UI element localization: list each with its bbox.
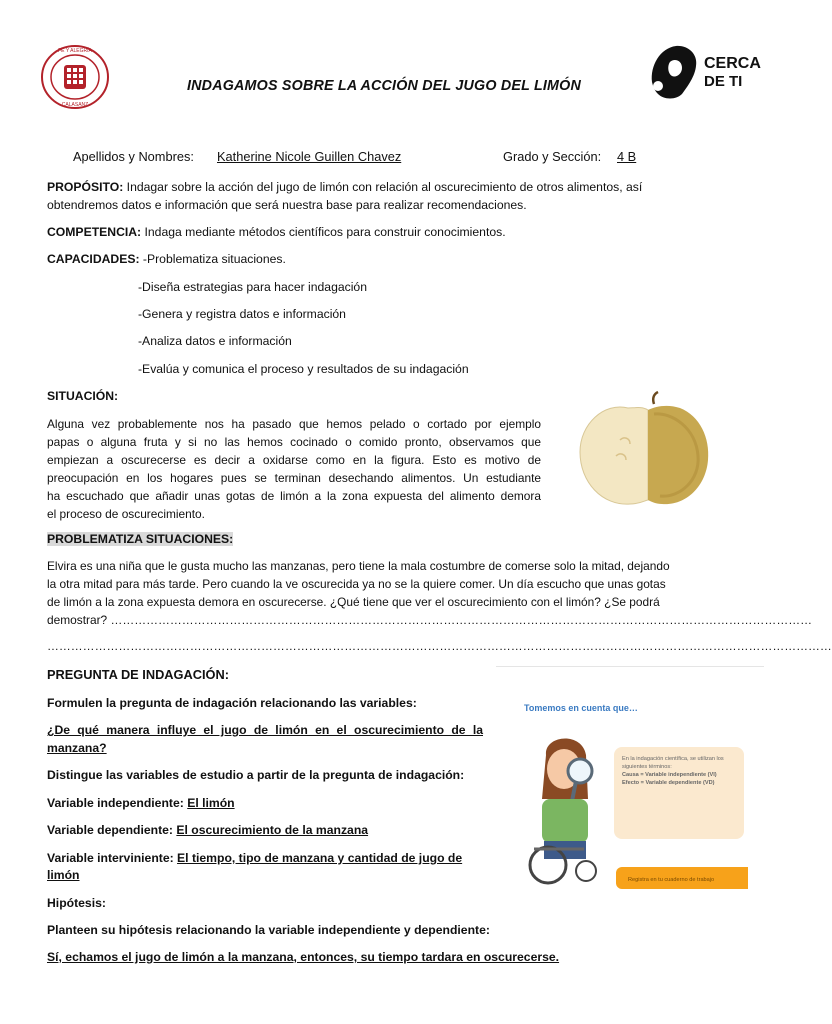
inquiry-label: PREGUNTA DE INDAGACIÓN: [47, 667, 229, 682]
purpose-text-1: Indagar sobre la acción del jugo de limón con relación al oscurecimiento de otros alimentos, así [123, 180, 643, 194]
purpose-line-2: obtendremos datos e información que será nuestra base para realizar recomendaciones. [47, 198, 527, 212]
problem-label-highlight: PROBLEMATIZA SITUACIONES: [47, 532, 234, 546]
inquiry-question-line-1: ¿De qué manera influye el jugo de limón en el oscurecimiento de la [47, 723, 483, 737]
svg-text:CERCA: CERCA [704, 55, 761, 72]
school-seal-logo [40, 44, 110, 110]
grade-label: Grado y Sección: [503, 149, 602, 164]
bubble-line: Efecto = Variable dependiente (VD) [622, 780, 715, 786]
competence-label: COMPETENCIA: [47, 225, 142, 239]
dependent-variable-value: El oscurecimiento de la manzana [176, 823, 369, 837]
situation-line: Alguna vez probablemente nos ha pasado que hemos pelado o cortado por ejemplo [47, 417, 541, 431]
intervening-variable-value-cont: limón [47, 868, 80, 882]
situation-line: empiezan a oscurecerse es decir a oxidarse como en la figura. Esto es motivo de [47, 453, 541, 467]
tip-card-title: Tomemos en cuenta que… [524, 703, 638, 713]
register-notebook-bar [616, 867, 748, 889]
svg-text:CALASANZ: CALASANZ [61, 102, 89, 108]
problem-label [47, 530, 233, 548]
problem-dotted-line: ……………………………………………………………………………………………………………………………………………………………………………… [47, 639, 832, 653]
name-value: Katherine Nicole Guillen Chavez [217, 149, 402, 164]
purpose-line-1 [47, 178, 727, 196]
hypothesis-answer: Sí, echamos el jugo de limón a la manzana, entonces, su tiempo tardara en oscurecerse. [47, 950, 560, 964]
bubble-line: siguientes términos: [622, 764, 672, 770]
hypothesis-instruction: Planteen su hipótesis relacionando la variable independiente y dependiente: [47, 923, 490, 937]
situation-paragraph [47, 415, 541, 523]
register-notebook-text: Registra en tu cuaderno de trabajo [628, 877, 715, 883]
independent-variable [47, 794, 235, 812]
speech-bubble [614, 747, 744, 839]
inquiry-instruction: Formulen la pregunta de indagación relacionando las variables: [47, 696, 417, 710]
independent-variable-label: Variable independiente: [47, 796, 188, 810]
independent-variable-value: El limón [187, 796, 235, 810]
document-title: INDAGAMOS SOBRE LA ACCIÓN DEL JUGO DEL LIMÓN [186, 78, 582, 94]
intervening-variable [47, 849, 483, 867]
bubble-line: En la indagación científica, se utilizan los [622, 756, 724, 762]
situation-line: preocupación en los hogares pues se terminan desechando alimentos. Un estudiante [47, 471, 541, 485]
distinguish-instruction: Distingue las variables de estudio a partir de la pregunta de indagación: [47, 768, 465, 782]
svg-text:DE TI: DE TI [704, 73, 743, 90]
inquiry-question-line-2: manzana? [47, 741, 107, 755]
bubble-line: Causa = Variable independiente (VI) [622, 772, 717, 778]
capacity-item-3: -Genera y registra datos e información [138, 307, 346, 321]
capacity-item-2: -Diseña estrategias para hacer indagación [138, 280, 367, 294]
name-label: Apellidos y Nombres: [73, 149, 194, 164]
situation-line: papas o alguna fruta y si no las hemos cocinado o comido pronto, observamos que [47, 435, 541, 449]
svg-text:FE Y ALEGRÍA: FE Y ALEGRÍA [58, 48, 92, 54]
intervening-variable-value: El tiempo, tipo de manzana y cantidad de jugo de [177, 851, 463, 865]
problem-line: Elvira es una niña que le gusta mucho las manzanas, pero tiene la mala costumbre de comerse solo la mitad, dejando [47, 559, 670, 573]
girl-with-magnifier-illustration [524, 729, 624, 889]
situation-line: el proceso de oscurecimiento. [47, 507, 205, 521]
situation-line: ha escuchado que añadir unas gotas de limón a la zona expuesta del alimento demora [47, 489, 541, 503]
capacities-line-1 [47, 250, 286, 268]
capacity-item-1: -Problematiza situaciones. [139, 252, 286, 266]
problem-line: demostrar? …………………………………………………………………………………………………………………………………………………………… [47, 613, 812, 627]
grade-value: 4 B [617, 149, 637, 164]
hypothesis-label: Hipótesis: [47, 896, 106, 910]
competence-text: Indaga mediante métodos científicos para construir conocimientos. [141, 225, 506, 239]
half-apple-image [568, 390, 722, 510]
problem-line: la otra mitad para más tarde. Pero cuando la ve oscurecida ya no se la quiere comer. Un día escucho que unas gotas [47, 577, 666, 591]
capacities-label: CAPACIDADES: [47, 252, 140, 266]
tip-card [496, 666, 764, 895]
dependent-variable [47, 821, 368, 839]
competence [47, 223, 506, 241]
capacity-item-4: -Analiza datos e información [138, 334, 292, 348]
problem-line: de limón a la zona expuesta demora en oscurecerse. ¿Qué tiene que ver el oscurecimiento con el limón? ¿Se podrá [47, 595, 660, 609]
intervening-variable-label: Variable interviniente: [47, 851, 178, 865]
bubble-text [622, 755, 740, 787]
dependent-variable-label: Variable dependiente: [47, 823, 177, 837]
problem-paragraph [47, 557, 812, 629]
capacity-item-5: -Evalúa y comunica el proceso y resultados de su indagación [138, 362, 469, 376]
situation-label: SITUACIÓN: [47, 389, 119, 403]
purpose-label: PROPÓSITO: [47, 180, 124, 194]
